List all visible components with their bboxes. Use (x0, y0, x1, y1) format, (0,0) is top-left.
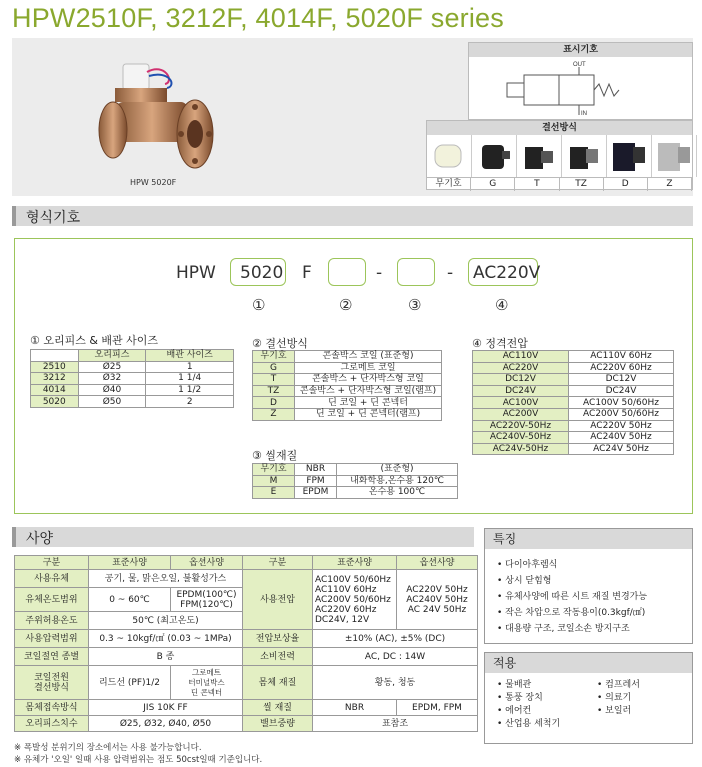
valve-symbol-diagram (469, 57, 692, 119)
table-cell: JIS 10K FF (89, 700, 243, 716)
spec-table (14, 555, 478, 732)
table-cell: 구분 (243, 556, 313, 570)
table-cell: 소비전력 (243, 648, 313, 666)
model-dash-2: - (447, 263, 454, 283)
model-number-2: ② (339, 296, 353, 314)
model-box-1-value: 5020 (240, 263, 284, 283)
table-row (31, 373, 234, 385)
table-cell: 사용유체 (15, 570, 89, 588)
note-2: ※ 유체가 '오일' 일때 사용 압력범위는 점도 50cst일때 기준입니다. (14, 755, 263, 765)
table-cell: 1 1/2 (146, 384, 234, 396)
table-cell: Z (253, 408, 295, 420)
table-row (253, 351, 442, 363)
table-cell: 1 (146, 361, 234, 373)
table-cell: DC24V (569, 385, 674, 397)
table-cell: 밸브중량 (243, 716, 313, 732)
table-row (473, 443, 674, 455)
symbol-panel-title: 표시기호 (469, 43, 692, 57)
seal-table (252, 463, 458, 499)
table-cell: FPM (295, 475, 337, 487)
table-cell: 몸체 재질 (243, 666, 313, 700)
table-cell: D (253, 397, 295, 409)
table-cell: AC24V 50Hz (569, 443, 674, 455)
orifice-table (30, 349, 234, 408)
table-cell: 콘솔박스 + 단자박스형 코일 (295, 374, 442, 386)
features-panel (484, 528, 693, 644)
table-row (253, 374, 442, 386)
table-cell: 딘 코일 + 딘 콘넥터(램프) (295, 408, 442, 420)
table-cell: EPDM, FPM (397, 700, 478, 716)
table-row (15, 666, 478, 700)
table-row (473, 351, 674, 363)
conn-label-t: T (515, 178, 559, 191)
table-row (253, 362, 442, 374)
table-cell: 코일전원 결선방식 (15, 666, 89, 700)
table-cell: 옵션사양 (171, 556, 243, 570)
table-cell: 4014 (31, 384, 79, 396)
table-cell: T (253, 374, 295, 386)
table-cell: NBR (313, 700, 397, 716)
table-cell: 사용전압 (243, 570, 313, 630)
applications-panel (484, 652, 693, 744)
conn-label-d: D (604, 178, 648, 191)
table-cell: Ø25, Ø32, Ø40, Ø50 (89, 716, 243, 732)
list-item: • 유체사양에 따른 시트 재질 변경가능 (497, 592, 648, 602)
table-row (15, 630, 478, 648)
list-item: • 통풍 장치 (497, 693, 543, 703)
table-cell: AC100V 50/60Hz AC110V 60Hz AC200V 50/60Hz AC220V 60Hz DC24V, 12V (313, 570, 397, 630)
table-cell: AC24V-50Hz (473, 443, 569, 455)
table-cell: Ø25 (78, 361, 146, 373)
conn-label-g: G (471, 178, 515, 191)
table-cell: DC12V (569, 374, 674, 386)
din-connector-icon (607, 135, 651, 177)
table-row (473, 397, 674, 409)
table-cell: Ø50 (78, 396, 146, 408)
list-item: • 컴프레서 (597, 680, 640, 690)
table-cell: 구분 (15, 556, 89, 570)
conn-label-z: Z (648, 178, 692, 191)
table-cell: 1 1/4 (146, 373, 234, 385)
symbol-panel (468, 42, 693, 120)
table-cell: 몸체접속방식 (15, 700, 89, 716)
table-cell: 딘 코일 + 딘 콘넥터 (295, 397, 442, 409)
table-cell: AC220V 60Hz (569, 362, 674, 374)
table-row (15, 648, 478, 666)
table-cell: AC200V 50/60Hz (569, 408, 674, 420)
table-cell: 옵션사양 (397, 556, 478, 570)
table-cell: 유체온도범위 (15, 588, 89, 612)
table-row (253, 464, 458, 476)
model-mid: F (302, 263, 312, 283)
table-cell: 콘솔박스 코일 (표준형) (295, 351, 442, 363)
table-cell: AC100V (473, 397, 569, 409)
table-cell: 사용압력범위 (15, 630, 89, 648)
table-cell: 3212 (31, 373, 79, 385)
table-cell: DC24V (473, 385, 569, 397)
table-cell: 전압보상율 (243, 630, 313, 648)
orifice-header-0 (31, 350, 79, 362)
spec-section-title: 사양 (26, 531, 54, 547)
model-box-3 (397, 258, 435, 286)
table-row (31, 396, 234, 408)
table-row (15, 716, 478, 732)
table-cell: Ø32 (78, 373, 146, 385)
wiring-table (252, 350, 442, 421)
table-cell: AC240V 50Hz (569, 432, 674, 444)
table-cell: 황동, 청동 (313, 666, 478, 700)
table-row (253, 397, 442, 409)
din-connector-lamp-icon (652, 135, 696, 177)
table-row (253, 487, 458, 499)
table-cell: 0.3 ~ 10kgf/㎠ (0.03 ~ 1MPa) (89, 630, 243, 648)
note-1: ※ 폭발성 분위기의 장소에서는 사용 불가능합니다. (14, 743, 202, 753)
table-row (473, 362, 674, 374)
list-item: • 대용량 구조, 코일소손 방지구조 (497, 624, 630, 634)
connection-panel (426, 120, 693, 190)
table-row (253, 475, 458, 487)
out-label: OUT (573, 62, 586, 68)
table-cell: 5020 (31, 396, 79, 408)
table-cell: AC220V 50Hz AC240V 50Hz AC 24V 50Hz (397, 570, 478, 630)
table-row (473, 385, 674, 397)
connection-images (427, 135, 692, 177)
valve-photo (95, 52, 235, 177)
model-section-bar (12, 206, 693, 226)
table-cell: 표참조 (313, 716, 478, 732)
table-row (473, 420, 674, 432)
orifice-title: ① 오리피스 & 배관 사이즈 (30, 334, 159, 347)
table-cell: ±10% (AC), ±5% (DC) (313, 630, 478, 648)
table-cell: 내화학용,온수용 120℃ (337, 475, 458, 487)
table-cell: AC200V (473, 408, 569, 420)
table-row (15, 700, 478, 716)
table-row (473, 374, 674, 386)
table-cell: (표준형) (337, 464, 458, 476)
orifice-header-1: 오리피스 (78, 350, 146, 362)
plain-coil-icon (427, 135, 471, 177)
table-cell: 콘솔박스 + 단자박스형 코일(램프) (295, 385, 442, 397)
model-box-4-value: AC220V (473, 263, 541, 283)
table-cell: 코일절연 종별 (15, 648, 89, 666)
table-cell: 오리피스치수 (15, 716, 89, 732)
model-number-3: ③ (408, 296, 422, 314)
orifice-header-2: 배관 사이즈 (146, 350, 234, 362)
table-cell: AC, DC : 14W (313, 648, 478, 666)
table-cell: 2 (146, 396, 234, 408)
table-cell: EPDM(100℃) FPM(120℃) (171, 588, 243, 612)
page-title: HPW2510F, 3212F, 4014F, 5020F series (12, 3, 504, 33)
list-item: • 상시 닫힘형 (497, 576, 552, 586)
table-cell: B 종 (89, 648, 243, 666)
table-cell: 그로메트 터미널박스 딘 콘넥터 (171, 666, 243, 700)
list-item: • 작은 차압으로 작동용이(0.3kgf/㎠) (497, 608, 646, 618)
list-item: • 보일러 (597, 706, 632, 716)
table-row (15, 570, 478, 588)
in-label: IN (581, 111, 587, 117)
table-cell: 표준사양 (313, 556, 397, 570)
table-cell: 무기호 (253, 351, 295, 363)
table-cell: AC220V-50Hz (473, 420, 569, 432)
model-number-1: ① (252, 296, 266, 314)
table-cell: 0 ~ 60℃ (89, 588, 171, 612)
table-cell: 표준사양 (89, 556, 171, 570)
list-item: • 의료기 (597, 693, 632, 703)
model-number-4: ④ (495, 296, 509, 314)
grommet-coil-icon (472, 135, 516, 177)
table-cell: AC100V 50/60Hz (569, 397, 674, 409)
table-cell: TZ (253, 385, 295, 397)
table-cell: AC240V-50Hz (473, 432, 569, 444)
voltage-table (472, 350, 674, 455)
table-cell: 50℃ (최고온도) (89, 612, 243, 630)
voltage-title: ④ 정격전압 (472, 337, 528, 350)
applications-title: 적용 (485, 653, 692, 673)
table-cell: AC220V 50Hz (569, 420, 674, 432)
spec-section-bar (12, 527, 474, 547)
table-cell: AC110V (473, 351, 569, 363)
table-cell: Ø40 (78, 384, 146, 396)
table-row (15, 556, 478, 570)
terminal-box-coil-icon (517, 135, 561, 177)
model-dash-1: - (376, 263, 383, 283)
connection-panel-title: 결선방식 (427, 121, 692, 135)
table-cell: 씰 재질 (243, 700, 313, 716)
features-title: 특징 (485, 529, 692, 549)
table-cell: EPDM (295, 487, 337, 499)
table-cell: 2510 (31, 361, 79, 373)
table-cell: 무기호 (253, 464, 295, 476)
table-row (253, 408, 442, 420)
table-cell: AC110V 60Hz (569, 351, 674, 363)
table-cell: E (253, 487, 295, 499)
table-row (473, 408, 674, 420)
list-item: • 산업용 세척기 (497, 719, 561, 729)
table-cell: NBR (295, 464, 337, 476)
table-row (31, 361, 234, 373)
seal-title: ③ 씰재질 (252, 449, 298, 462)
photo-caption: HPW 5020F (130, 178, 177, 187)
table-cell: G (253, 362, 295, 374)
conn-label-none: 무기호 (427, 178, 471, 191)
table-cell: M (253, 475, 295, 487)
model-section-title: 형식기호 (26, 210, 81, 226)
table-cell: 온수용 100℃ (337, 487, 458, 499)
list-item: • 물배관 (497, 680, 532, 690)
table-row (253, 385, 442, 397)
table-cell: 공기, 물, 맑은오일, 불활성가스 (89, 570, 243, 588)
terminal-box-lamp-coil-icon (562, 135, 606, 177)
wiring-title: ② 결선방식 (252, 337, 308, 350)
conn-label-tz: TZ (560, 178, 604, 191)
table-cell: AC220V (473, 362, 569, 374)
table-cell: 주위허용온도 (15, 612, 89, 630)
model-prefix: HPW (176, 263, 216, 283)
model-box-2 (328, 258, 366, 286)
table-cell: 그로메트 코일 (295, 362, 442, 374)
list-item: • 에어컨 (497, 706, 532, 716)
table-cell: DC12V (473, 374, 569, 386)
table-row (473, 432, 674, 444)
table-row (31, 384, 234, 396)
table-cell: 리드선 (PF)1/2 (89, 666, 171, 700)
list-item: • 다이아후렘식 (497, 560, 558, 570)
